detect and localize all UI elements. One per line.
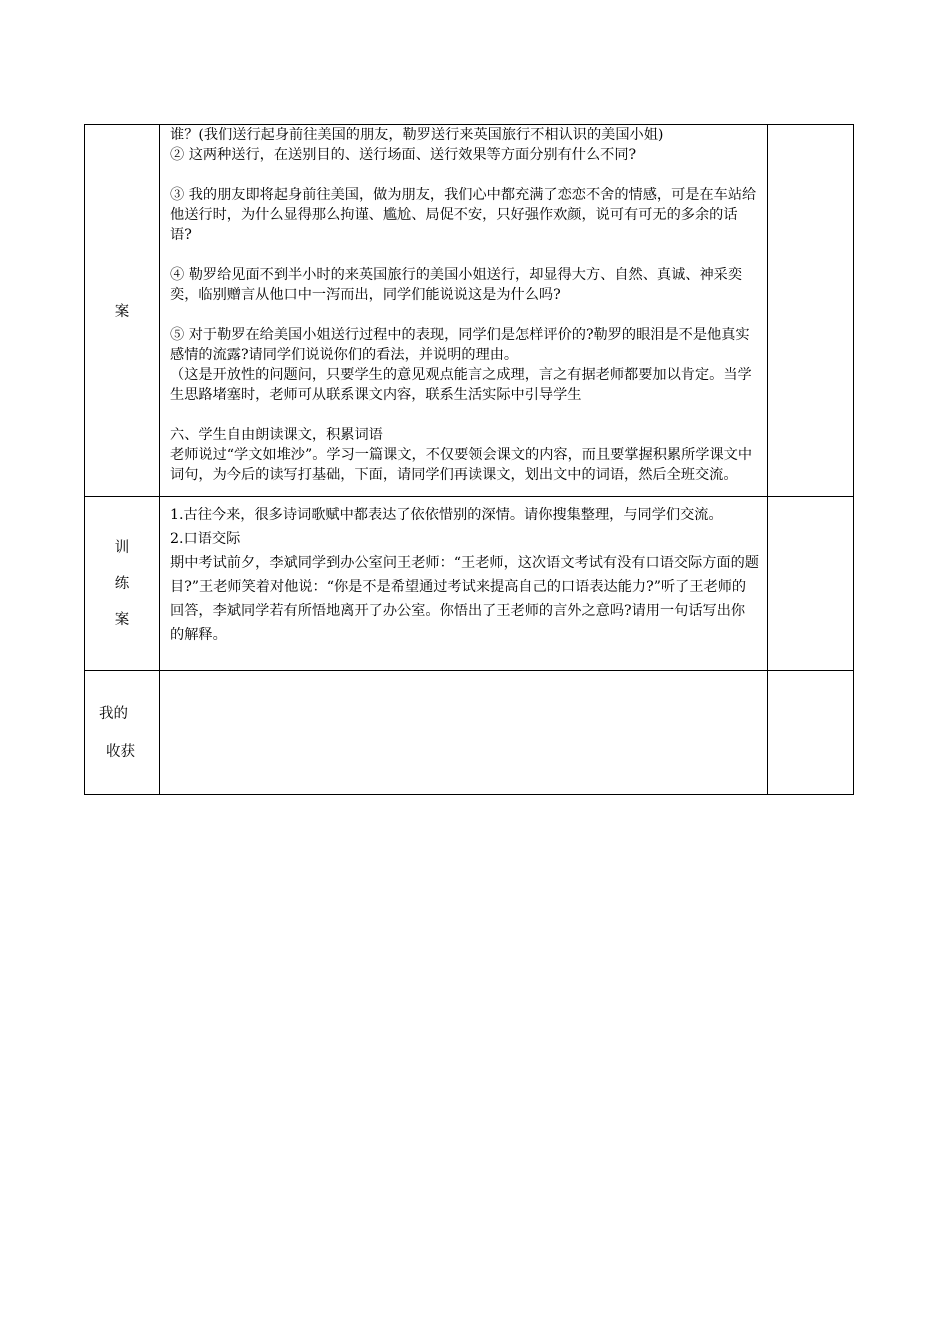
label-training-char-3: 案: [114, 611, 130, 628]
label-harvest-line-2: 收获: [106, 743, 135, 760]
case-line-2: ② 这两种送行，在送别目的、送行场面、送行效果等方面分别有什么不同?: [170, 147, 637, 163]
row-harvest: [85, 671, 854, 795]
content-harvest[interactable]: [160, 671, 768, 795]
label-training-char-2: 练: [114, 575, 130, 592]
case-line-5: ⑤ 对于勒罗在给美国小姐送行过程中的表现，同学们是怎样评价的?勒罗的眼泪是不是他真实感情的流露?请同学们说说你们的看法，并说明的理由。: [170, 327, 750, 363]
label-training: [85, 497, 160, 671]
lesson-plan-table-wrapper: [84, 124, 854, 795]
training-item-2-title: 2.口语交际: [170, 531, 241, 547]
label-harvest: [85, 671, 160, 795]
content-training: [160, 497, 768, 671]
row-training: [85, 497, 854, 671]
training-item-2-text: 期中考试前夕，李斌同学到办公室问王老师：“王老师，这次语文考试有没有口语交际方面的题目?”王老师笑着对他说：“你是不是希望通过考试来提高自己的口语表达能力?”听了王老师的回答，李斌同学若有所悟地离开了办公室。你悟出了王老师的言外之意吗?请用一句话写出你的解释。: [170, 555, 759, 643]
row-case: [85, 125, 854, 497]
case-line-8: 老师说过“学文如堆沙”。学习一篇课文，不仅要领会课文的内容，而且要掌握积累所学课文中词句，为今后的读写打基础，下面，请同学们再读课文，划出文中的词语，然后全班交流。: [170, 447, 753, 483]
case-line-3: ③ 我的朋友即将起身前往美国，做为朋友，我们心中都充满了恋恋不舍的情感，可是在车站给他送行时，为什么显得那么拘谨、尴尬、局促不安，只好强作欢颜，说可有可无的多余的话语?: [170, 187, 757, 243]
case-line-6: （这是开放性的问题问，只要学生的意见观点能言之成理，言之有据老师都要加以肯定。当学生思路堵塞时，老师可从联系课文内容，联系生活实际中引导学生: [170, 367, 752, 403]
blank-case: [768, 125, 854, 497]
case-heading-6: 六、学生自由朗读课文，积累词语: [170, 427, 383, 443]
blank-training: [768, 497, 854, 671]
case-line-4: ④ 勒罗给见面不到半小时的来英国旅行的美国小姐送行，却显得大方、自然、真诚、神采奕奕，临别赠言从他口中一泻而出，同学们能说说这是为什么吗?: [170, 267, 743, 303]
label-case-text: 案: [114, 304, 130, 320]
label-harvest-line-1: 我的: [99, 705, 128, 722]
case-line-1: 谁？(我们送行起身前往美国的朋友，勒罗送行来英国旅行不相认识的美国小姐): [170, 127, 664, 143]
label-training-char-1: 训: [114, 539, 130, 556]
label-case: [85, 125, 160, 497]
blank-harvest: [768, 671, 854, 795]
lesson-plan-table: [84, 124, 854, 795]
training-item-1: 1.古往今来，很多诗词歌赋中都表达了依依惜别的深情。请你搜集整理，与同学们交流。: [170, 507, 723, 523]
content-case: [160, 125, 768, 497]
